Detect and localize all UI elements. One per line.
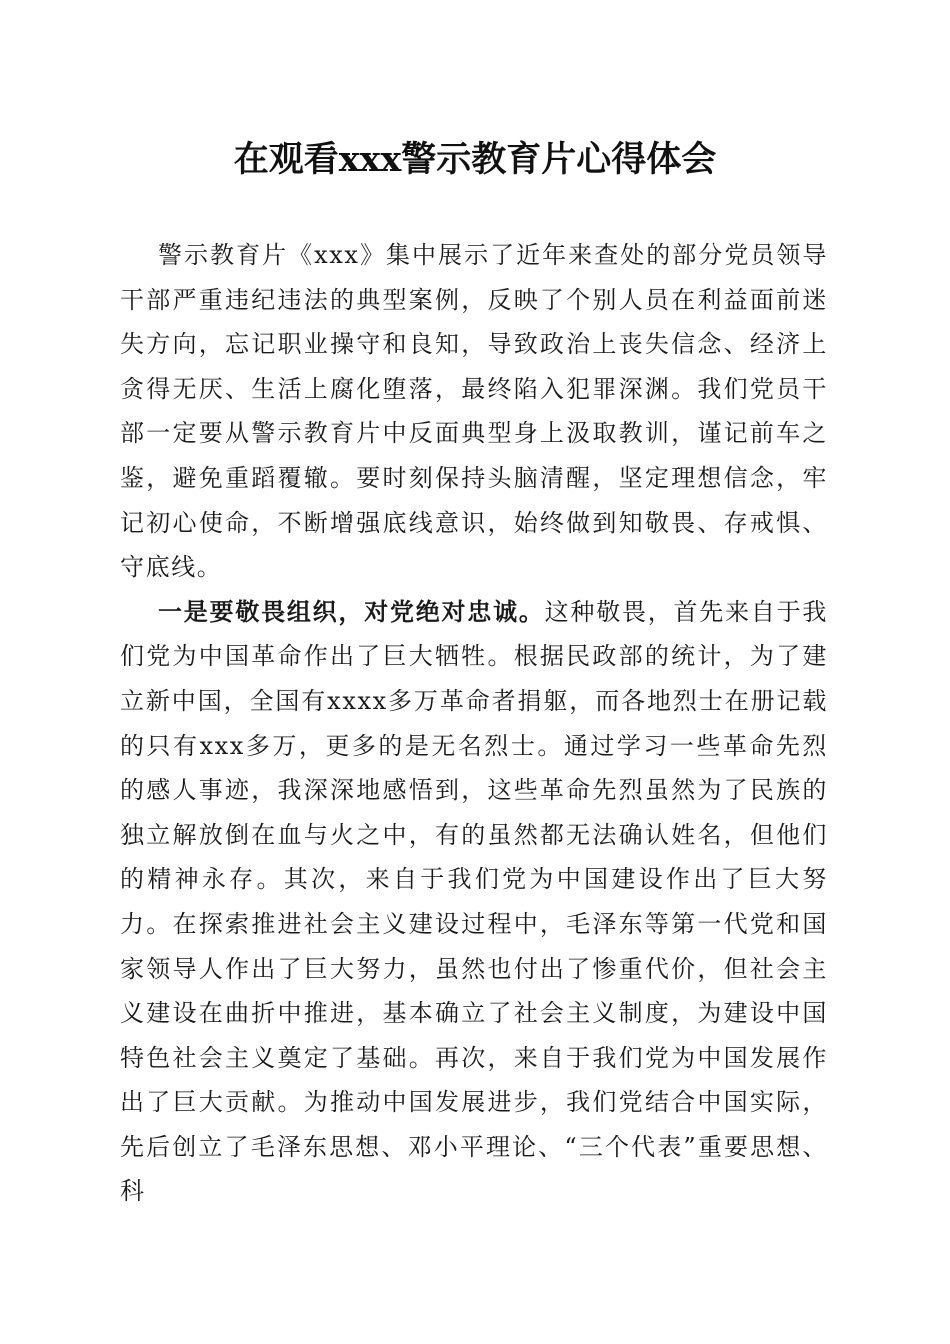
document-title: 在观看xxx警示教育片心得体会	[233, 139, 717, 180]
paragraph-text: 警示教育片《xxx》集中展示了近年来查处的部分党员领导干部严重违纪违法的典型案例，反映了个别人员在利益面前迷失方向，忘记职业操守和良知，导致政治上丧失信念、经济上贪得无厌、生活上腐化堕落，最终陷入犯罪深渊。我们党员干部一定要从警示教育片中反面典型身上汲取教训，谨记前车之鉴，避免重蹈覆辙。要时刻保持头脑清醒，坚定理想信念，牢记初心使命，不断增强底线意识，始终做到知敬畏、存戒惧、守底线。	[120, 241, 828, 582]
paragraph-lead: 一是要敬畏组织，对党绝对忠诚。	[158, 596, 545, 626]
document-body	[120, 233, 828, 1214]
paragraph-point-one	[120, 590, 828, 1214]
paragraph-text: 这种敬畏，首先来自于我们党为中国革命作出了巨大牺牲。根据民政部的统计，为了建立新中国，全国有xxxx多万革命者捐躯，而各地烈士在册记载的只有xxx多万，更多的是无名烈士。通过学习一些革命先烈的感人事迹，我深深地感悟到，这些革命先烈虽然为了民族的独立解放倒在血与火之中，有的虽然都无法确认姓名，但他们的精神永存。其次，来自于我们党为中国建设作出了巨大努力。在探索推进社会主义建设过程中，毛泽东等第一代党和国家领导人作出了巨大努力，虽然也付出了惨重代价，但社会主义建设在曲折中推进，基本确立了社会主义制度，为建设中国特色社会主义奠定了基础。再次，来自于我们党为中国发展作出了巨大贡献。为推动中国发展进步，我们党结合中国实际，先后创立了毛泽东思想、邓小平理论、“三个代表”重要思想、科	[120, 597, 828, 1206]
paragraph-intro	[120, 233, 828, 590]
